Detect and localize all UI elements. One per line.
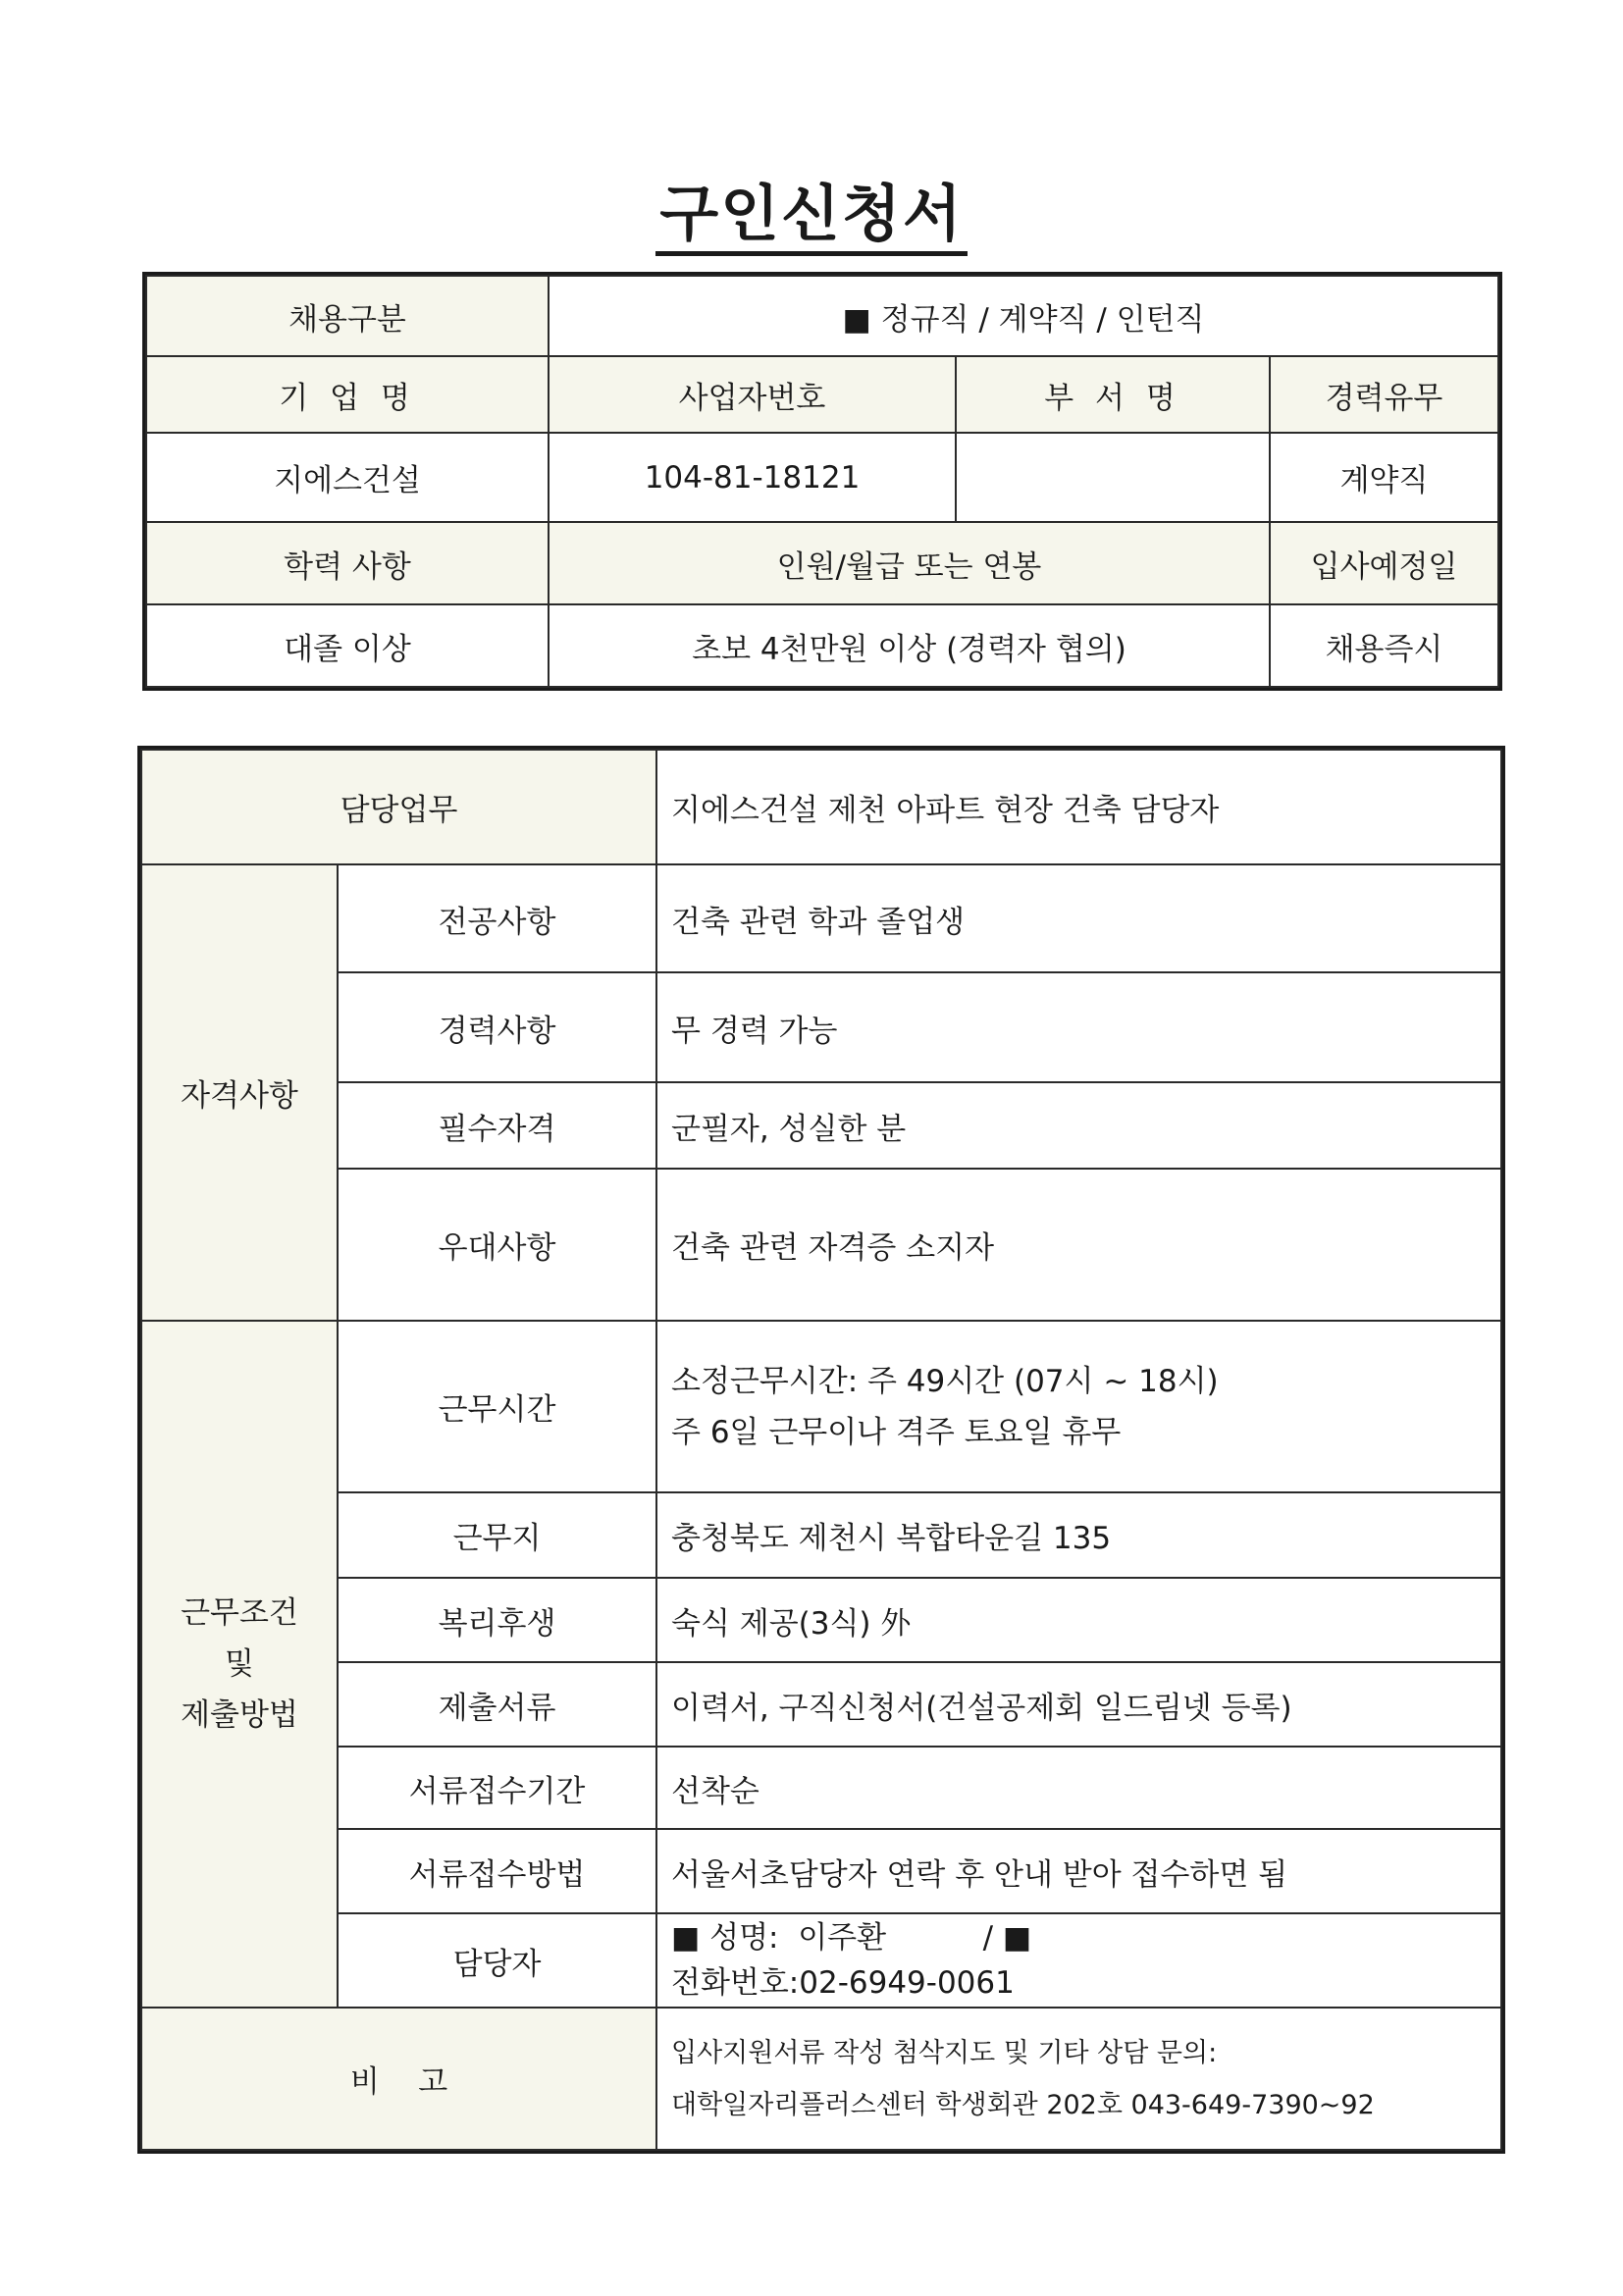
conditions-group-line2: 및 bbox=[225, 1646, 254, 1682]
period: 선착순 bbox=[656, 1747, 1501, 1829]
duty-label: 담당업무 bbox=[141, 750, 656, 864]
remarks bbox=[656, 2008, 1501, 2150]
welfare: 숙식 제공(3식) 外 bbox=[656, 1578, 1501, 1662]
contact-name: ■ 성명: 이주환 / ■ bbox=[671, 1920, 1032, 1956]
remarks-label: 비 고 bbox=[141, 2008, 656, 2150]
company-name: 지에스건설 bbox=[146, 433, 549, 522]
contact-label: 담당자 bbox=[338, 1913, 656, 2008]
start-date: 채용즉시 bbox=[1270, 604, 1498, 687]
education-label: 학력 사항 bbox=[146, 522, 549, 604]
major-label: 전공사항 bbox=[338, 864, 656, 972]
major: 건축 관련 학과 졸업생 bbox=[656, 864, 1501, 972]
employment-type-value: ■ 정규직 / 계약직 / 인턴직 bbox=[549, 276, 1498, 356]
hours-label: 근무시간 bbox=[338, 1321, 656, 1492]
conditions-group-line1: 근무조건 bbox=[181, 1595, 298, 1631]
business-number: 104-81-18121 bbox=[549, 433, 956, 522]
start-date-label: 입사예정일 bbox=[1270, 522, 1498, 604]
career-label: 경력유무 bbox=[1270, 356, 1498, 433]
documents-label: 제출서류 bbox=[338, 1662, 656, 1747]
hours bbox=[656, 1321, 1501, 1492]
employment-type-label: 채용구분 bbox=[146, 276, 549, 356]
duty: 지에스건설 제천 아파트 현장 건축 담당자 bbox=[656, 750, 1501, 864]
business-number-label: 사업자번호 bbox=[549, 356, 956, 433]
location: 충청북도 제천시 복합타운길 135 bbox=[656, 1492, 1501, 1578]
method: 서울서초담당자 연락 후 안내 받아 접수하면 됨 bbox=[656, 1829, 1501, 1913]
remarks-line2: 대학일자리플러스센터 학생회관 202호 043-649-7390~92 bbox=[671, 2089, 1375, 2120]
qualification-group-label: 자격사항 bbox=[141, 864, 338, 1321]
hours-line2: 주 6일 근무이나 격주 토요일 휴무 bbox=[671, 1414, 1122, 1450]
career: 계약직 bbox=[1270, 433, 1498, 522]
department-label: 부 서 명 bbox=[956, 356, 1270, 433]
conditions-group-line3: 제출방법 bbox=[181, 1697, 298, 1733]
hours-line1: 소정근무시간: 주 49시간 (07시 ~ 18시) bbox=[671, 1363, 1219, 1399]
documents: 이력서, 구직신청서(건설공제회 일드림넷 등록) bbox=[656, 1662, 1501, 1747]
experience-label: 경력사항 bbox=[338, 972, 656, 1082]
experience: 무 경력 가능 bbox=[656, 972, 1501, 1082]
preferred: 건축 관련 자격증 소지자 bbox=[656, 1169, 1501, 1321]
detail-table bbox=[140, 749, 1502, 2151]
education: 대졸 이상 bbox=[146, 604, 549, 687]
welfare-label: 복리후생 bbox=[338, 1578, 656, 1662]
method-label: 서류접수방법 bbox=[338, 1829, 656, 1913]
contact-phone: 전화번호:02-6949-0061 bbox=[671, 1965, 1015, 2001]
header-table bbox=[145, 275, 1499, 688]
required-label: 필수자격 bbox=[338, 1082, 656, 1169]
department bbox=[956, 433, 1270, 522]
location-label: 근무지 bbox=[338, 1492, 656, 1578]
salary-label: 인원/월급 또는 연봉 bbox=[549, 522, 1270, 604]
conditions-group-label bbox=[141, 1321, 338, 2008]
salary: 초보 4천만원 이상 (경력자 협의) bbox=[549, 604, 1270, 687]
document-title: 구인신청서 bbox=[0, 165, 1623, 252]
required: 군필자, 성실한 분 bbox=[656, 1082, 1501, 1169]
contact bbox=[656, 1913, 1501, 2008]
period-label: 서류접수기간 bbox=[338, 1747, 656, 1829]
company-name-label: 기 업 명 bbox=[146, 356, 549, 433]
preferred-label: 우대사항 bbox=[338, 1169, 656, 1321]
remarks-line1: 입사지원서류 작성 첨삭지도 및 기타 상담 문의: bbox=[671, 2037, 1218, 2068]
